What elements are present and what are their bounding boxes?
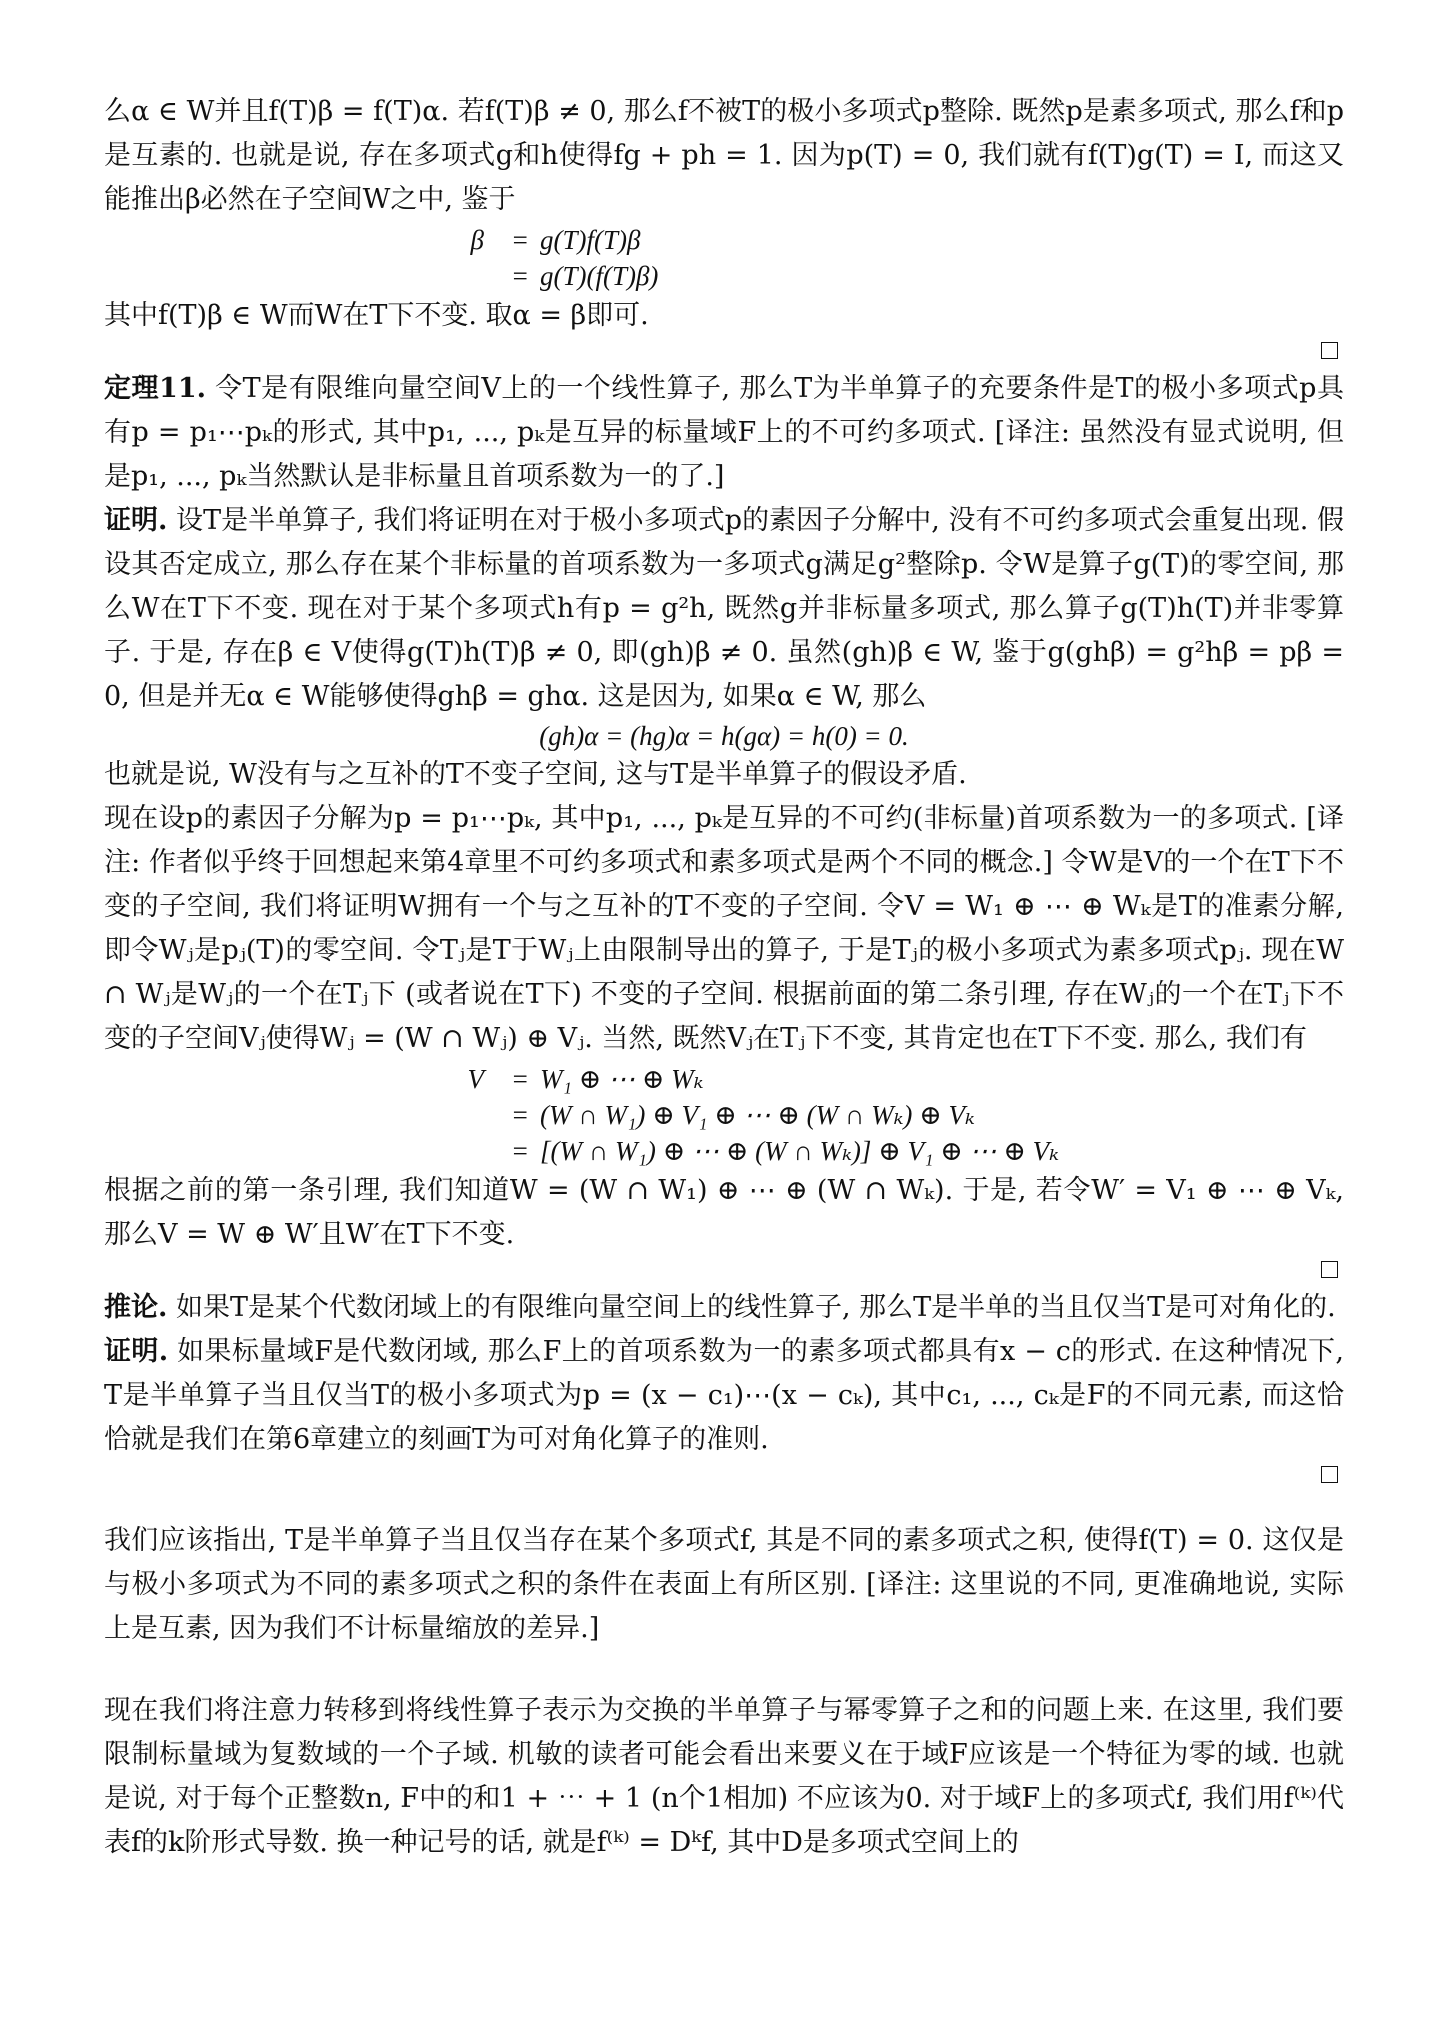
corollary bbox=[104, 1286, 1344, 1330]
qed-square-icon bbox=[1321, 1261, 1338, 1278]
equation-relation: = bbox=[510, 1136, 530, 1166]
equation-rhs: g(T)f(T)β bbox=[540, 225, 641, 255]
equation-rhs: W₁ ⊕ ⋯ ⊕ Wₖ bbox=[540, 1064, 704, 1094]
equation-lhs: β bbox=[470, 225, 484, 255]
paragraph: 也就是说, W没有与之互补的T不变子空间, 这与T是半单算子的假设矛盾. bbox=[104, 759, 967, 790]
proof-text: 设T是半单算子, 我们将证明在对于极小多项式p的素因子分解中, 没有不可约多项式会重复出现. 假设其否定成立, 那么存在某个非标量的首项系数为一多项式g满足g²整除p. 令W是算子g(T)的零空间, 那么W在T下不变. 现在对于某个多项式h有p = g²h, 既然g并非标量多项式, 那么算子g(T)h(T)并非零算子. 于是, 存在β ∈ V使得g(T)h(T)β ≠ 0, 即(gh)β ≠ 0. 虽然(gh)β ∈ W, 鉴于g(ghβ) = g²hβ = pβ = 0, 但是并无α ∈ W能够使得ghβ = ghα. 这是因为, 如果α ∈ W, 那么 bbox=[104, 505, 1344, 712]
proof-text: 如果标量域F是代数闭域, 那么F上的首项系数为一的素多项式都具有x − c的形式. 在这种情况下, T是半单算子当且仅当T的极小多项式为p = (x − c₁)⋯(x − cₖ), 其中c₁, ..., cₖ是F的不同元素, 而这恰恰就是我们在第6章建立的刻画T为可对角化算子的准则. bbox=[104, 1336, 1344, 1455]
proof bbox=[104, 1330, 1344, 1462]
equation-relation: = bbox=[510, 225, 530, 255]
paragraph: 现在设p的素因子分解为p = p₁⋯pₖ, 其中p₁, ..., pₖ是互异的不可约(非标量)首项系数为一的多项式. [译注: 作者似乎终于回想起来第4章里不可约多项式和素多项式是两个不同的概念.] 令W是V的一个在T下不变的子空间, 我们将证明W拥有一个与之互补的T不变的子空间. 令V = W₁ ⊕ ⋯ ⊕ Wₖ是T的准素分解, 即令Wⱼ是pⱼ(T)的零空间. 令Tⱼ是T于Wⱼ上由限制导出的算子, 于是Tⱼ的极小多项式为素多项式pⱼ. 现在W ∩ Wⱼ是Wⱼ的一个在Tⱼ下 (或者说在T下) 不变的子空间. 根据前面的第二条引理, 存在Wⱼ的一个在Tⱼ下不变的子空间Vⱼ使得Wⱼ = (W ∩ Wⱼ) ⊕ Vⱼ. 当然, 既然Vⱼ在Tⱼ下不变, 其肯定也在T下不变. 那么, 我们有 bbox=[104, 803, 1344, 1054]
equation-rhs: g(T)(f(T)β) bbox=[540, 261, 659, 291]
equation-rhs: (W ∩ W₁) ⊕ V₁ ⊕ ⋯ ⊕ (W ∩ Wₖ) ⊕ Vₖ bbox=[540, 1100, 975, 1130]
proof-label: 证明. bbox=[104, 1336, 169, 1367]
equation-block bbox=[104, 222, 1344, 294]
paragraph: 我们应该指出, T是半单算子当且仅当存在某个多项式f, 其是不同的素多项式之积, 使得f(T) = 0. 这仅是与极小多项式为不同的素多项式之积的条件在表面上有所区别. [译注: 这里说的不同, 更准确地说, 实际上是互素, 因为我们不计标量缩放的差异.] bbox=[104, 1525, 1344, 1644]
theorem-label: 定理11. bbox=[104, 373, 207, 404]
paragraph: 其中f(T)β ∈ W而W在T下不变. 取α = β即可. bbox=[104, 300, 649, 331]
paragraph: 根据之前的第一条引理, 我们知道W = (W ∩ W₁) ⊕ ⋯ ⊕ (W ∩ Wₖ). 于是, 若令W′ = V₁ ⊕ ⋯ ⊕ Vₖ, 那么V = W ⊕ W′且W′在T下不变. bbox=[104, 1175, 1344, 1250]
paragraph: 么α ∈ W并且f(T)β = f(T)α. 若f(T)β ≠ 0, 那么f不被T的极小多项式p整除. 既然p是素多项式, 那么f和p是互素的. 也就是说, 存在多项式g和h使得fg + ph = 1. 因为p(T) = 0, 我们就有f(T)g(T) = I, 而这又能推出β必然在子空间W之中, 鉴于 bbox=[104, 96, 1344, 215]
proof bbox=[104, 499, 1344, 719]
corollary-label: 推论. bbox=[104, 1292, 168, 1323]
theorem-11 bbox=[104, 367, 1344, 499]
qed-square-icon bbox=[1321, 1466, 1338, 1483]
page-body bbox=[104, 90, 1344, 1865]
theorem-text: 令T是有限维向量空间V上的一个线性算子, 那么T为半单算子的充要条件是T的极小多项式p具有p = p₁⋯pₖ的形式, 其中p₁, ..., pₖ是互异的标量域F上的不可约多项式. [译注: 虽然没有显式说明, 但是p₁, ..., pₖ当然默认是非标量且首项系数为一的了.] bbox=[104, 373, 1344, 492]
equation-lhs: V bbox=[467, 1064, 484, 1094]
equation-block bbox=[104, 1061, 1344, 1169]
qed-square-icon bbox=[1321, 342, 1338, 359]
equation-relation: = bbox=[510, 1100, 530, 1130]
paragraph: 现在我们将注意力转移到将线性算子表示为交换的半单算子与幂零算子之和的问题上来. 在这里, 我们要限制标量域为复数域的一个子域. 机敏的读者可能会看出来要义在于域F应该是一个特征为零的域. 也就是说, 对于每个正整数n, F中的和1 + ⋯ + 1 (n个1相加) 不应该为0. 对于域F上的多项式f, 我们用f⁽ᵏ⁾代表f的k阶形式导数. 换一种记号的话, 就是f⁽ᵏ⁾ = Dᵏf, 其中D是多项式空间上的 bbox=[104, 1695, 1344, 1858]
equation-rhs: [(W ∩ W₁) ⊕ ⋯ ⊕ (W ∩ Wₖ)] ⊕ V₁ ⊕ ⋯ ⊕ Vₖ bbox=[540, 1136, 1060, 1166]
equation-relation: = bbox=[510, 1064, 530, 1094]
proof-label: 证明. bbox=[104, 505, 168, 536]
equation-inline-display: (gh)α = (hg)α = h(gα) = h(0) = 0. bbox=[539, 721, 909, 751]
corollary-text: 如果T是某个代数闭域上的有限维向量空间上的线性算子, 那么T是半单的当且仅当T是可对角化的. bbox=[167, 1292, 1336, 1323]
equation-relation: = bbox=[510, 261, 530, 291]
